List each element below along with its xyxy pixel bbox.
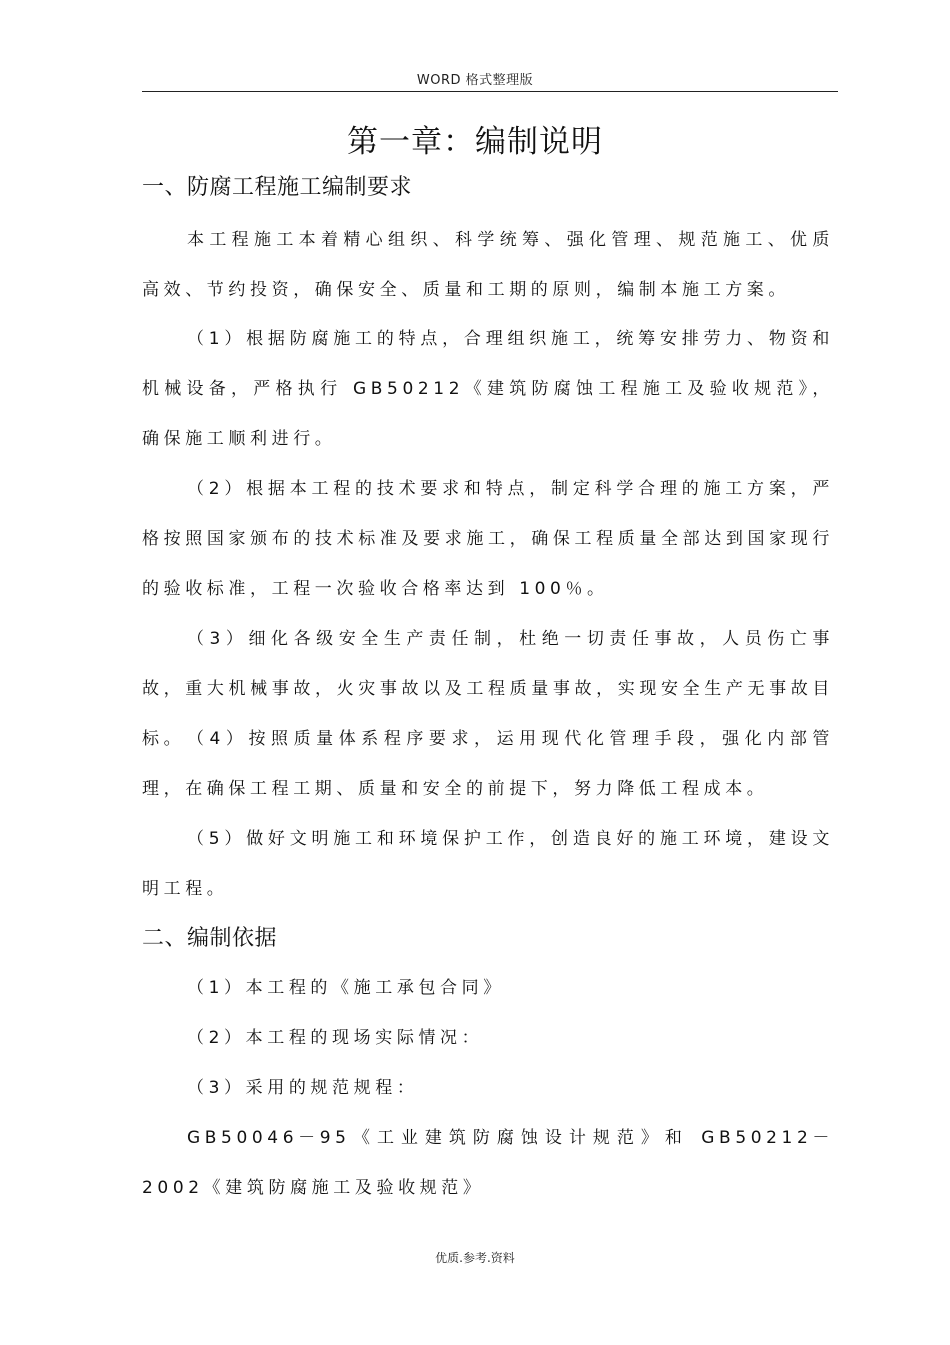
section-heading-basis: 二、编制依据 bbox=[142, 926, 278, 951]
requirement-item-1: （1）根据防腐施工的特点，合理组织施工，统筹安排劳力、物资和机械设备，严格执行 GB50212《建筑防腐蚀工程施工及验收规范》，确保施工顺利进行。 bbox=[142, 329, 834, 449]
requirement-item-5: （5）做好文明施工和环境保护工作，创造良好的施工环境，建设文明工程。 bbox=[142, 829, 834, 899]
requirement-item-3: （3）细化各级安全生产责任制，杜绝一切责任事故，人员伤亡事故，重大机械事故，火灾事故以及工程质量事故，实现安全生产无事故目标。 bbox=[142, 629, 834, 749]
basis-item-2: （2）本工程的现场实际情况： bbox=[187, 1028, 484, 1048]
basis-item-3: （3）采用的规范规程： bbox=[187, 1078, 419, 1098]
chapter-title: 第一章：编制说明 bbox=[347, 124, 603, 160]
basis-item-1: （1）本工程的《施工承包合同》 bbox=[187, 978, 505, 998]
requirement-item-4: （4）按照质量体系程序要求，运用现代化管理手段，强化内部管理，在确保工程工期、质量和安全的前提下，努力降低工程成本。 bbox=[142, 729, 834, 799]
page-footer: 优质.参考.资料 bbox=[435, 1251, 515, 1265]
section-heading-requirements: 一、防腐工程施工编制要求 bbox=[142, 175, 413, 200]
requirement-item-2: （2）根据本工程的技术要求和特点，制定科学合理的施工方案，严格按照国家颁布的技术标准及要求施工，确保工程质量全部达到国家现行的验收标准，工程一次验收合格率达到 100％。 bbox=[142, 479, 834, 599]
standards-paragraph: GB50046－95《工业建筑防腐蚀设计规范》和 GB50212－2002《建筑防腐施工及验收规范》 bbox=[142, 1128, 834, 1198]
page-header: WORD 格式整理版 bbox=[416, 73, 534, 88]
header-divider bbox=[142, 91, 838, 92]
intro-paragraph: 本工程施工本着精心组织、科学统筹、强化管理、规范施工、优质高效、节约投资，确保安全、质量和工期的原则，编制本施工方案。 bbox=[142, 230, 834, 300]
